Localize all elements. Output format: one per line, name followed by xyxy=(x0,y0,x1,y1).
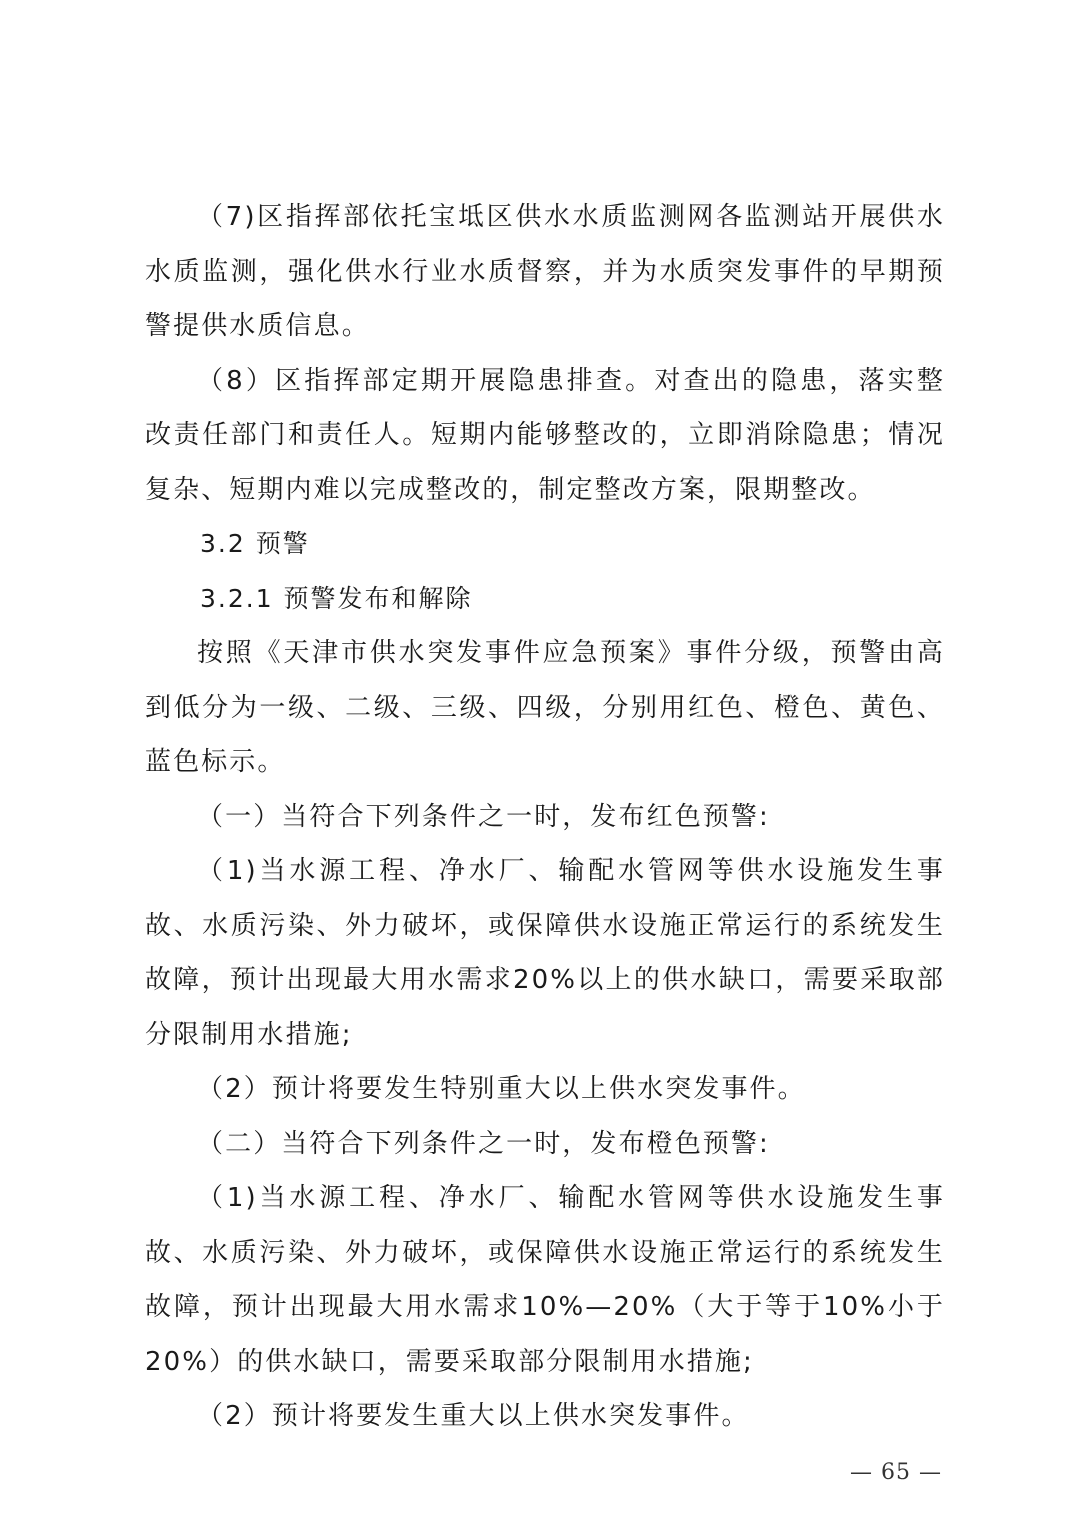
paragraph-red-condition-1: （1)当水源工程、净水厂、输配水管网等供水设施发生事故、水质污染、外力破坏，或保障供水设施正常运行的系统发生故障，预计出现最大用水需求20%以上的供水缺口，需要采取部分限制用水措施; xyxy=(145,856,945,1050)
page-number: — 65 — xyxy=(850,1460,942,1485)
section-heading-3-2-1: 3.2.1 预警发布和解除 xyxy=(200,583,473,613)
paragraph-warning-levels: 按照《天津市供水突发事件应急预案》事件分级，预警由高到低分为一级、二级、三级、四级，分别用红色、橙色、黄色、蓝色标示。 xyxy=(145,638,945,777)
paragraph-orange-warning: （二）当符合下列条件之一时，发布橙色预警: xyxy=(197,1128,770,1159)
paragraph-red-warning: （一）当符合下列条件之一时，发布红色预警: xyxy=(197,801,770,832)
section-heading-3-2: 3.2 预警 xyxy=(200,529,310,558)
paragraph-orange-condition-1: （1)当水源工程、净水厂、输配水管网等供水设施发生事故、水质污染、外力破坏，或保障供水设施正常运行的系统发生故障，预计出现最大用水需求10%—20%（大于等于10%小于20%）的供水缺口，需要采取部分限制用水措施; xyxy=(145,1183,945,1377)
document-body xyxy=(145,190,945,1444)
paragraph-red-condition-2: （2）预计将要发生特别重大以上供水突发事件。 xyxy=(197,1074,806,1104)
paragraph-item-7: （7)区指挥部依托宝坻区供水水质监测网各监测站开展供水水质监测，强化供水行业水质督察，并为水质突发事件的早期预警提供水质信息。 xyxy=(145,202,945,341)
paragraph-orange-condition-2: （2）预计将要发生重大以上供水突发事件。 xyxy=(197,1401,750,1431)
paragraph-item-8: （8）区指挥部定期开展隐患排查。对查出的隐患，落实整改责任部门和责任人。短期内能够整改的，立即消除隐患；情况复杂、短期内难以完成整改的，制定整改方案，限期整改。 xyxy=(145,365,945,505)
